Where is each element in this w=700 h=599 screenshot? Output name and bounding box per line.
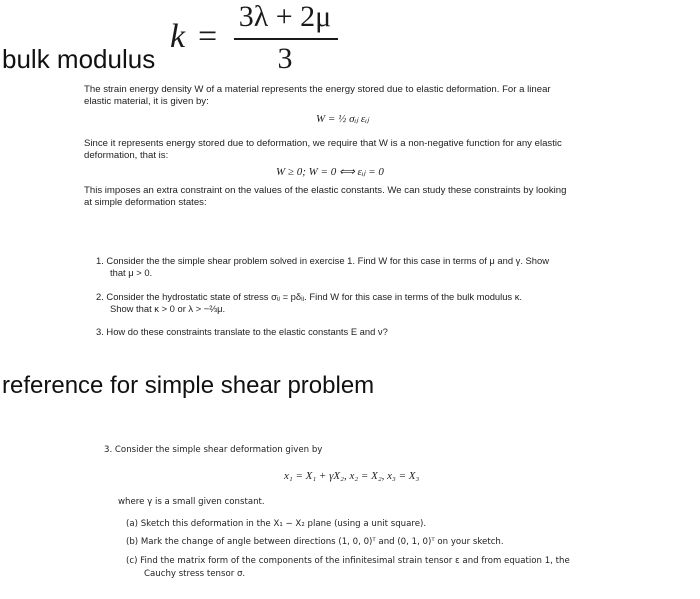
- formula-numerator: [232, 0, 338, 34]
- list-item-2-line-1: 2. Consider the hydrostatic state of stress σᵢⱼ = pδᵢⱼ. Find W for this case in terms of the bulk modulus κ.: [96, 291, 522, 302]
- list-item-2-line-2: Show that κ > 0 or λ > −⅔μ.: [110, 303, 226, 314]
- reference-item-b: (b) Mark the change of angle between directions (1, 0, 0)ᵀ and (0, 1, 0)ᵀ on your sketch.: [126, 537, 504, 547]
- reference-where: where γ is a small given constant.: [118, 497, 265, 507]
- formula-denominator-text: 3: [277, 42, 293, 75]
- formula-denominator: [232, 42, 338, 76]
- list-item-3: 3. How do these constraints translate to the elastic constants E and ν?: [96, 326, 388, 337]
- reference-item-c-line-1: (c) Find the matrix form of the components of the infinitesimal strain tensor ε and from equation 1, the: [126, 556, 570, 566]
- equation-strain-energy: W = ½ σᵢⱼ εᵢⱼ: [316, 113, 369, 125]
- paragraph-3-line-2: at simple deformation states:: [84, 197, 207, 208]
- reference-heading: 3. Consider the simple shear deformation given by: [104, 445, 323, 455]
- reference-label: reference for simple shear problem: [2, 372, 375, 399]
- reference-item-c-line-2: Cauchy stress tensor σ.: [144, 569, 246, 579]
- list-item-1-line-1: 1. Consider the the simple shear problem solved in exercise 1. Find W for this case in terms of μ and γ. Show: [96, 255, 549, 266]
- reference-item-a: (a) Sketch this deformation in the X₁ − X₂ plane (using a unit square).: [126, 519, 427, 529]
- paragraph-2-line-1: Since it represents energy stored due to deformation, we require that W is a non-negative function for any elastic: [84, 138, 562, 149]
- list-item-1-line-2: that μ > 0.: [110, 267, 153, 278]
- formula-lhs: k: [170, 18, 186, 55]
- paragraph-2-line-2: deformation, that is:: [84, 150, 169, 161]
- paragraph-1-line-1: The strain energy density W of a material represents the energy stored due to elastic deformation. For a linear: [84, 84, 551, 95]
- paragraph-3-line-1: This imposes an extra constraint on the values of the elastic constants. We can study these constraints by looking: [84, 185, 567, 196]
- paragraph-1-line-2: elastic material, it is given by:: [84, 96, 209, 107]
- equation-nonnegative: W ≥ 0; W = 0 ⟺ εᵢⱼ = 0: [276, 166, 384, 178]
- bulk-modulus-label: bulk modulus: [2, 44, 156, 74]
- fraction-bar: [234, 38, 338, 40]
- formula-numerator-text: 3λ + 2μ: [238, 0, 332, 33]
- reference-equation: x₁ = X₁ + γX₂, x₂ = X₂, x₃ = X₃: [284, 470, 420, 482]
- formula-equals: =: [198, 18, 218, 55]
